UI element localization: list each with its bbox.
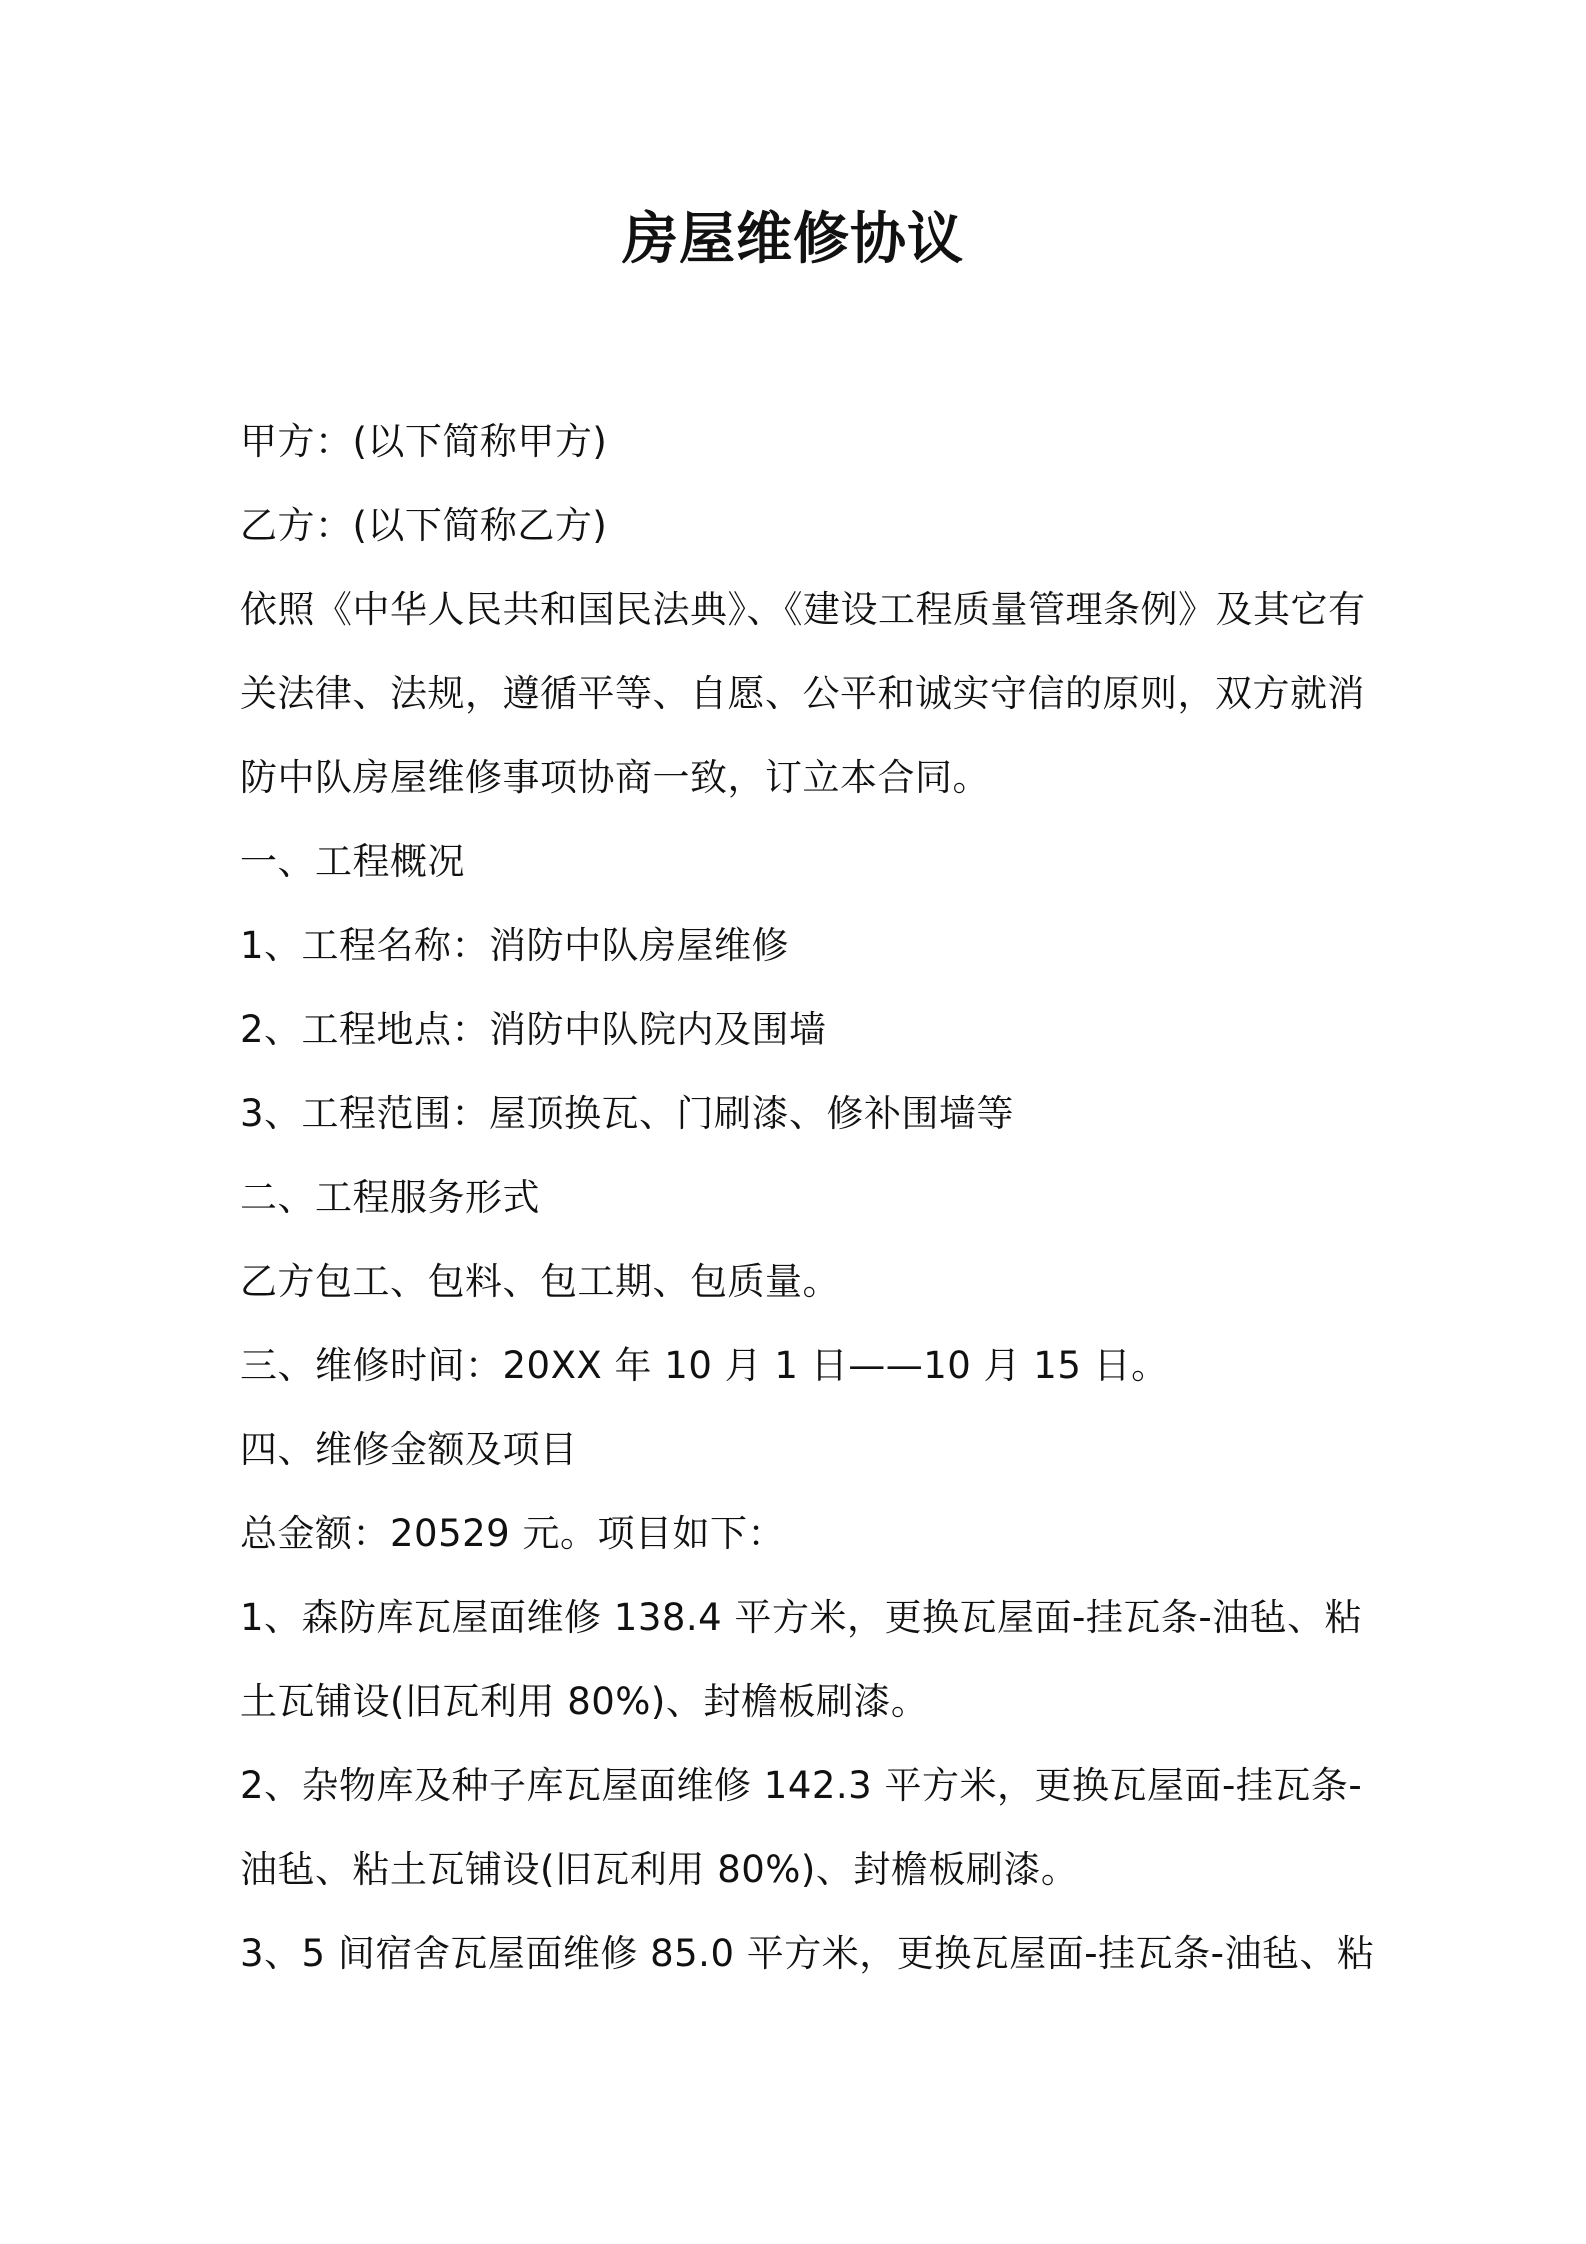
list-item: 1、工程名称：消防中队房屋维修 [240, 924, 790, 967]
list-item: 1、森防库瓦屋面维修 138.4 平方米，更换瓦屋面-挂瓦条-油毡、粘 [240, 1596, 1363, 1639]
list-item-continuation: 油毡、粘土瓦铺设(旧瓦利用 80%)、封檐板刷漆。 [240, 1848, 1079, 1891]
preamble-line: 关法律、法规，遵循平等、自愿、公平和诚实守信的原则，双方就消 [240, 672, 1365, 715]
list-item: 3、工程范围：屋顶换瓦、门刷漆、修补围墙等 [240, 1092, 1015, 1135]
document-title: 房屋维修协议 [622, 207, 964, 272]
list-item: 3、5 间宿舍瓦屋面维修 85.0 平方米，更换瓦屋面-挂瓦条-油毡、粘 [240, 1932, 1375, 1975]
preamble-line: 防中队房屋维修事项协商一致，订立本合同。 [240, 756, 990, 799]
section-heading: 二、工程服务形式 [240, 1176, 540, 1219]
section-heading: 三、维修时间：20XX 年 10 月 1 日——10 月 15 日。 [240, 1344, 1169, 1387]
party-b-line: 乙方：(以下简称乙方) [240, 504, 608, 547]
list-item-continuation: 土瓦铺设(旧瓦利用 80%)、封檐板刷漆。 [240, 1680, 929, 1723]
section-heading: 一、工程概况 [240, 840, 465, 883]
paragraph-line: 乙方包工、包料、包工期、包质量。 [240, 1260, 840, 1303]
preamble-line: 依照《中华人民共和国民法典》、《建设工程质量管理条例》及其它有 [240, 588, 1366, 631]
list-item: 2、杂物库及种子库瓦屋面维修 142.3 平方米，更换瓦屋面-挂瓦条- [240, 1764, 1363, 1807]
paragraph-line: 总金额：20529 元。项目如下： [240, 1512, 785, 1555]
document-body [240, 400, 1375, 1996]
list-item: 2、工程地点：消防中队院内及围墙 [240, 1008, 827, 1051]
section-heading: 四、维修金额及项目 [240, 1428, 578, 1471]
party-a-line: 甲方：(以下简称甲方) [240, 420, 608, 463]
